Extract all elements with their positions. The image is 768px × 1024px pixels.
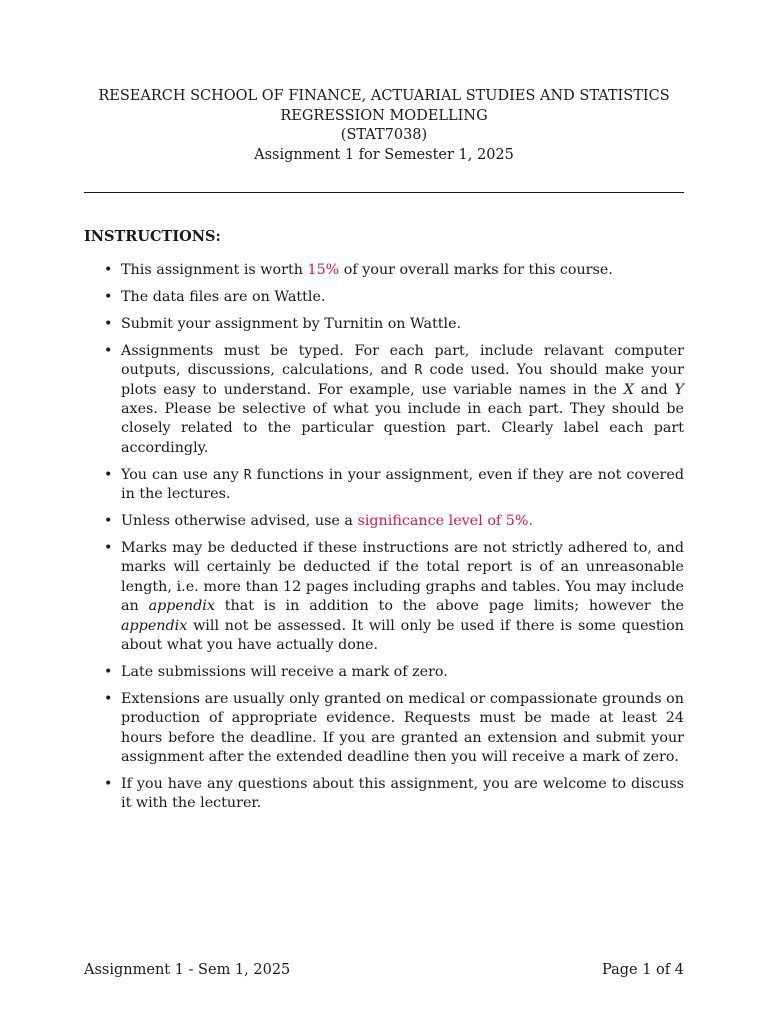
list-item-data-files: • The data files are on Wattle. xyxy=(84,288,684,307)
footer-assignment: Assignment 1 - Sem 1, 2025 xyxy=(84,962,291,978)
bullet-icon: • xyxy=(104,775,113,792)
weight-highlight: 15% xyxy=(307,262,340,278)
bullet-icon: • xyxy=(104,663,113,680)
bullet-icon: • xyxy=(104,690,113,707)
list-item-late: • Late submissions will receive a mark of zero. xyxy=(84,663,684,682)
list-item-worth: • This assignment is worth 15% of your overall marks for this course. xyxy=(84,261,684,280)
assignment-title: Assignment 1 for Semester 1, 2025 xyxy=(254,146,514,163)
bullet-icon: • xyxy=(104,466,113,483)
significance-highlight: significance level of 5%. xyxy=(357,512,533,529)
course-title: REGRESSION MODELLING xyxy=(280,107,488,124)
header-divider xyxy=(84,192,684,193)
course-code: (STAT7038) xyxy=(340,127,428,143)
instructions-heading: INSTRUCTIONS: xyxy=(84,228,221,245)
footer-page-number: Page 1 of 4 xyxy=(602,962,684,978)
bullet-icon: • xyxy=(104,262,113,278)
list-item-r-functions: • You can use any R functions in your assignment, even if they are not covered in the lectures. xyxy=(104,466,684,503)
bullet-icon: • xyxy=(104,539,113,556)
list-item-marks-deducted: • Marks may be deducted if these instructions are not strictly adhered to, and marks will certainly be deducted if the total report is of an unreasonable length, i.e. more than 12 pages including graphs and tables. You may include an appendix that is in addition to the above page limits; however the appendix will not be assessed. It will only be used if there is some question about what you have actually done. xyxy=(104,539,684,653)
bullet-icon: • xyxy=(104,512,113,529)
bullet-icon: • xyxy=(104,315,113,332)
instructions-list xyxy=(84,261,684,821)
list-item-submit: • Submit your assignment by Turnitin on Wattle. xyxy=(84,315,684,334)
list-item-significance: • Unless otherwise advised, use a significance level of 5%. xyxy=(84,512,684,531)
bullet-icon: • xyxy=(104,342,113,359)
school-name: RESEARCH SCHOOL OF FINANCE, ACTUARIAL STUDIES AND STATISTICS xyxy=(98,88,670,104)
list-item-extensions: • Extensions are usually only granted on medical or compassionate grounds on production of appropriate evidence. Requests must be made at least 24 hours before the deadline. If you are granted an extension and submit your assignment after the extended deadline then you will receive a mark of zero. xyxy=(104,690,684,765)
list-item-questions: • If you have any questions about this assignment, you are welcome to discuss it with the lecturer. xyxy=(104,775,684,812)
document-header xyxy=(84,87,684,165)
bullet-icon: • xyxy=(104,288,113,305)
list-item-typed: • Assignments must be typed. For each part, include relavant computer outputs, discussions, calculations, and R code used. You should make your plots easy to understand. For example, use variable names in the X and Y axes. Please be selective of what you include in each part. They should be closely related to the particular question part. Clearly label each part accordingly. xyxy=(104,342,684,456)
